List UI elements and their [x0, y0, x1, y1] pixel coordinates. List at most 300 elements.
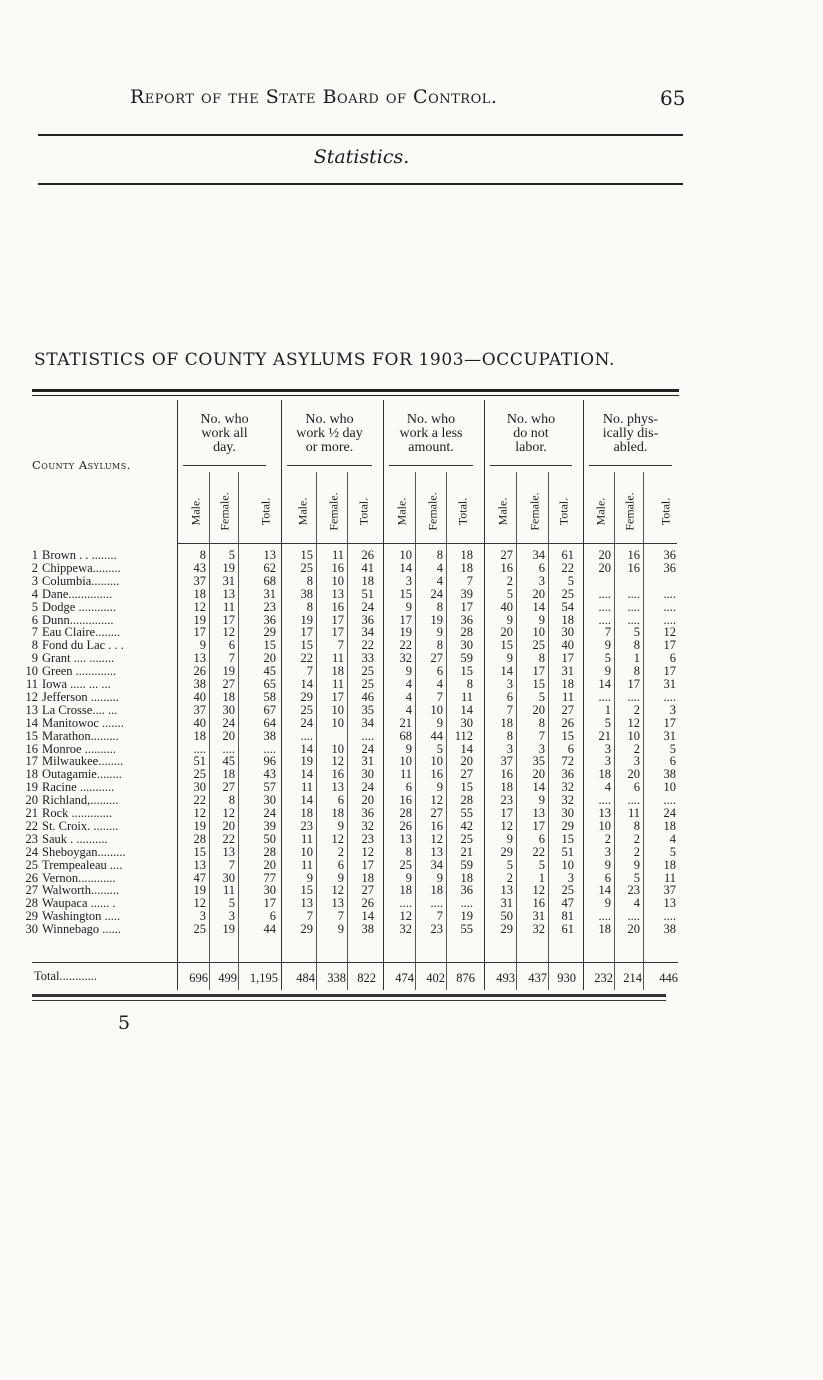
table-cell: 13 — [300, 896, 313, 911]
table-cell: 14 — [300, 767, 313, 782]
group-header-rule — [389, 465, 473, 466]
table-cell: 9 — [436, 715, 443, 730]
table-cell: 12 — [399, 909, 412, 924]
table-cell: 12 — [193, 806, 206, 820]
table-cell: 5 — [669, 844, 676, 859]
table-cell: 23 — [627, 883, 640, 898]
table-cell: 62 — [263, 560, 276, 575]
table-cell: 8 — [199, 548, 206, 562]
table-cell: 17 — [627, 677, 640, 691]
group-header-line: work ½ day — [296, 426, 363, 441]
table-cell: 4 — [436, 573, 443, 588]
table-cell: 31 — [263, 586, 276, 601]
table-cell: 18 — [561, 677, 574, 691]
table-cell: 50 — [263, 831, 276, 846]
table-cell: 32 — [532, 922, 545, 937]
table-cell: 16 — [627, 560, 640, 575]
table-cell: 14 — [300, 677, 313, 691]
table-cell: 9 — [604, 857, 611, 872]
table-cell: 9 — [405, 741, 412, 756]
table-cell: 6 — [228, 638, 235, 653]
county-name: Brown . . ........ — [42, 549, 117, 562]
county-name: Manitowoc ....... — [42, 716, 124, 730]
sub-column-label: Male. — [188, 497, 203, 525]
table-cell: 1 — [538, 870, 545, 885]
table-cell: 3 — [506, 677, 513, 691]
sub-column-label: Total. — [658, 497, 673, 525]
county-name: Grant .... ........ — [42, 652, 115, 666]
table-cell: 4 — [604, 780, 611, 795]
group-header-line: work all — [201, 426, 248, 441]
table-cell: 59 — [460, 857, 473, 872]
table-cell: 13 — [222, 844, 235, 859]
table-cell: 12 — [627, 715, 640, 730]
table-top-rule — [32, 389, 679, 392]
group-header-line: amount. — [408, 440, 454, 455]
table-cell: 12 — [663, 625, 676, 640]
table-cell: 3 — [604, 754, 611, 769]
table-cell: 8 — [436, 599, 443, 614]
header-rule-bottom — [38, 183, 683, 185]
county-name: Richland,......... — [42, 794, 119, 807]
table-cell: 16 — [430, 818, 443, 833]
table-cell: 18 — [598, 922, 611, 937]
table-cell: 20 — [361, 793, 374, 808]
group-header-rule — [183, 465, 266, 466]
group-header-line: No. who — [200, 412, 249, 427]
table-cell: 5 — [669, 741, 676, 756]
row-number: 18 — [25, 768, 38, 782]
table-cell: 36 — [361, 806, 374, 820]
table-cell: 22 — [561, 560, 574, 575]
table-cell: 20 — [532, 586, 545, 601]
table-cell: 1 — [604, 702, 611, 717]
table-cell: 8 — [405, 844, 412, 859]
table-cell: 8 — [228, 793, 235, 808]
table-cell: 20 — [460, 754, 473, 769]
table-cell: 27 — [222, 677, 235, 691]
table-cell: 6 — [436, 664, 443, 679]
table-cell: 8 — [633, 818, 640, 833]
table-cell: 12 — [193, 896, 206, 911]
table-cell: 26 — [561, 715, 574, 730]
table-cell: 40 — [193, 715, 206, 730]
table-cell: 19 — [193, 612, 206, 627]
table-cell: 51 — [561, 844, 574, 859]
table-cell: 19 — [430, 612, 443, 627]
table-row-county — [20, 923, 170, 936]
table-cell: 12 — [331, 754, 344, 769]
table-cell: .... — [663, 793, 676, 808]
sub-column-header — [591, 480, 611, 542]
row-number: 16 — [25, 742, 38, 756]
table-cell: 5 — [567, 573, 574, 588]
total-cell: 214 — [623, 971, 642, 985]
sub-column-header — [354, 480, 374, 542]
table-cell: 30 — [263, 793, 276, 808]
group-header-line: No. who — [506, 412, 556, 427]
table-cell: 5 — [506, 586, 513, 601]
table-cell: 7 — [228, 857, 235, 872]
table-cell: 4 — [669, 831, 676, 846]
table-bottom-rule-thin — [32, 1000, 666, 1001]
table-cell: .... — [399, 896, 412, 911]
sub-column-header — [453, 480, 473, 542]
table-cell: 67 — [263, 702, 276, 717]
table-cell: 7 — [306, 909, 313, 924]
table-row-county — [20, 846, 170, 859]
row-number: 29 — [25, 910, 38, 924]
table-cell: 14 — [598, 883, 611, 898]
table-cell: 34 — [532, 548, 545, 562]
table-cell: 25 — [460, 831, 473, 846]
table-cell: 29 — [300, 922, 313, 937]
table-row-county — [20, 665, 170, 678]
table-cell: 10 — [300, 844, 313, 859]
table-cell: .... — [663, 689, 676, 704]
table-cell: 30 — [222, 870, 235, 885]
table-cell: 42 — [460, 818, 473, 833]
table-cell: 13 — [193, 651, 206, 666]
table-cell: 7 — [466, 573, 473, 588]
table-cell: 18 — [222, 689, 235, 704]
county-name: Monroe .......... — [42, 742, 116, 756]
table-cell: 11 — [399, 767, 412, 782]
table-cell: 20 — [627, 767, 640, 782]
table-cell: 43 — [263, 767, 276, 782]
table-cell: 26 — [399, 818, 412, 833]
table-cell: 3 — [538, 741, 545, 756]
table-cell: 11 — [331, 677, 344, 691]
table-cell: .... — [663, 612, 676, 627]
table-cell: 7 — [436, 909, 443, 924]
table-cell: 31 — [500, 896, 513, 911]
row-number: 4 — [31, 587, 38, 601]
table-row-county — [20, 807, 170, 820]
table-cell: 2 — [337, 844, 344, 859]
table-cell: 36 — [663, 548, 676, 562]
sub-column-header — [423, 480, 443, 542]
table-cell: 20 — [222, 728, 235, 743]
row-number: 10 — [25, 665, 38, 678]
total-cell: 484 — [296, 971, 315, 985]
table-cell: 47 — [193, 870, 206, 885]
table-cell: 24 — [361, 780, 374, 795]
table-cell: 13 — [331, 896, 344, 911]
table-cell: 19 — [300, 612, 313, 627]
table-cell: 20 — [598, 548, 611, 562]
table-cell: 38 — [193, 677, 206, 691]
table-cell: 7 — [228, 651, 235, 666]
table-row-county — [20, 897, 170, 910]
table-cell: 14 — [460, 702, 473, 717]
table-cell: 8 — [436, 548, 443, 562]
sub-column-header — [493, 480, 513, 542]
table-cell: 18 — [193, 586, 206, 601]
table-cell: 10 — [561, 857, 574, 872]
table-cell: 17 — [460, 599, 473, 614]
total-cell: 474 — [395, 971, 414, 985]
table-cell: 16 — [331, 767, 344, 782]
table-cell: 14 — [532, 780, 545, 795]
row-number: 26 — [25, 871, 38, 885]
sub-column-header — [186, 480, 206, 542]
table-cell: 12 — [361, 844, 374, 859]
table-cell: .... — [627, 909, 640, 924]
table-cell: 3 — [604, 741, 611, 756]
sub-column-header — [525, 480, 545, 542]
table-cell: 30 — [460, 715, 473, 730]
sub-column-header — [324, 480, 344, 542]
table-cell: 4 — [436, 560, 443, 575]
table-cell: 20 — [627, 922, 640, 937]
table-cell: .... — [222, 741, 235, 756]
county-name: Iowa ..... ... ... — [42, 678, 111, 691]
table-cell: 6 — [337, 793, 344, 808]
table-cell: 37 — [500, 754, 513, 769]
table-cell: 5 — [506, 857, 513, 872]
table-row-county — [20, 859, 170, 872]
sub-column-label: Total. — [455, 497, 470, 525]
table-cell: 18 — [222, 767, 235, 782]
table-cell: .... — [663, 586, 676, 601]
table-cell: 6 — [538, 560, 545, 575]
table-cell: 96 — [263, 754, 276, 769]
table-cell: 51 — [193, 754, 206, 769]
table-cell: 30 — [460, 638, 473, 653]
table-cell: .... — [361, 728, 374, 743]
table-cell: 25 — [193, 922, 206, 937]
table-cell: 34 — [361, 625, 374, 640]
table-cell: 35 — [361, 702, 374, 717]
table-cell: 45 — [263, 664, 276, 679]
table-cell: 21 — [399, 715, 412, 730]
row-number: 19 — [25, 781, 38, 795]
table-cell: 19 — [300, 754, 313, 769]
table-cell: 27 — [430, 806, 443, 820]
table-cell: 5 — [538, 857, 545, 872]
table-cell: 32 — [561, 793, 574, 808]
table-cell: 12 — [430, 831, 443, 846]
table-cell: 24 — [222, 715, 235, 730]
group-divider — [281, 400, 282, 990]
table-cell: 31 — [663, 677, 676, 691]
table-cell: 20 — [222, 818, 235, 833]
table-cell: 17 — [663, 638, 676, 653]
total-cell: 930 — [557, 971, 576, 985]
table-cell: 19 — [222, 922, 235, 937]
column-divider — [643, 472, 644, 990]
table-cell: 16 — [627, 548, 640, 562]
table-cell: 3 — [405, 573, 412, 588]
table-row-county — [20, 743, 170, 756]
table-cell: 15 — [300, 548, 313, 562]
table-cell: 65 — [263, 677, 276, 691]
table-cell: 3 — [199, 909, 206, 924]
row-number: 24 — [25, 845, 38, 859]
table-cell: 9 — [604, 638, 611, 653]
table-cell: 22 — [361, 638, 374, 653]
table-cell: 5 — [228, 896, 235, 911]
table-cell: 45 — [222, 754, 235, 769]
table-cell: 11 — [300, 857, 313, 872]
table-cell: 24 — [361, 741, 374, 756]
table-row-county — [20, 588, 170, 601]
table-cell: 25 — [193, 767, 206, 782]
table-cell: 28 — [263, 844, 276, 859]
column-divider — [238, 472, 239, 990]
table-cell: 11 — [561, 689, 574, 704]
table-cell: 112 — [454, 728, 473, 743]
table-cell: 28 — [460, 793, 473, 808]
table-cell: 11 — [222, 599, 235, 614]
table-cell: 10 — [627, 728, 640, 743]
table-row-county — [20, 755, 170, 768]
table-cell: 17 — [222, 612, 235, 627]
sub-column-header — [215, 480, 235, 542]
table-cell: 19 — [222, 560, 235, 575]
table-cell: 30 — [263, 883, 276, 898]
table-cell: 38 — [663, 767, 676, 782]
table-cell: 1 — [633, 651, 640, 666]
county-name: Columbia......... — [42, 574, 120, 588]
table-cell: 27 — [430, 651, 443, 666]
table-cell: 43 — [193, 560, 206, 575]
table-cell: 59 — [460, 651, 473, 666]
sub-column-header — [656, 480, 676, 542]
table-cell: 38 — [663, 922, 676, 937]
table-cell: 19 — [460, 909, 473, 924]
table-cell: 10 — [532, 625, 545, 640]
table-cell: 14 — [598, 677, 611, 691]
table-cell: .... — [627, 599, 640, 614]
table-row-county — [20, 872, 170, 885]
table-cell: 4 — [633, 896, 640, 911]
county-name: Sauk . .......... — [42, 832, 108, 846]
table-row-county — [20, 562, 170, 575]
sub-column-label: Female. — [527, 491, 542, 531]
table-cell: 9 — [405, 599, 412, 614]
table-cell: 14 — [300, 741, 313, 756]
table-cell: 7 — [506, 702, 513, 717]
table-cell: 72 — [561, 754, 574, 769]
table-cell: 61 — [561, 548, 574, 562]
group-header-line: No. who — [305, 412, 354, 427]
total-cell: 446 — [659, 971, 678, 985]
table-cell: 2 — [506, 573, 513, 588]
county-name: Outagamie........ — [42, 768, 122, 782]
table-cell: 20 — [500, 625, 513, 640]
table-cell: 31 — [361, 754, 374, 769]
table-row-county — [20, 614, 170, 627]
table-cell: 13 — [500, 883, 513, 898]
total-cell: 696 — [189, 971, 208, 985]
total-rule — [32, 962, 678, 963]
table-cell: .... — [598, 793, 611, 808]
table-cell: 12 — [430, 793, 443, 808]
table-cell: 30 — [222, 702, 235, 717]
table-cell: 18 — [300, 806, 313, 820]
row-number: 6 — [31, 613, 38, 627]
table-cell: 58 — [263, 689, 276, 704]
table-cell: 5 — [633, 625, 640, 640]
table-cell: 27 — [222, 780, 235, 795]
table-cell: 21 — [598, 728, 611, 743]
county-name: Green ............. — [42, 665, 117, 678]
table-cell: 11 — [300, 831, 313, 846]
total-cell: 437 — [528, 971, 547, 985]
table-cell: 28 — [460, 625, 473, 640]
table-cell: 36 — [460, 612, 473, 627]
table-cell: 68 — [263, 573, 276, 588]
table-cell: 36 — [361, 612, 374, 627]
table-cell: 14 — [300, 793, 313, 808]
county-name: Dodge ............ — [42, 600, 116, 614]
table-title: STATISTICS OF COUNTY ASYLUMS FOR 1903—OCCUPATION. — [34, 350, 616, 370]
table-cell: 8 — [466, 677, 473, 691]
group-header-line: abled. — [613, 440, 648, 455]
county-name: Walworth......... — [42, 884, 120, 898]
table-cell: 20 — [263, 651, 276, 666]
table-cell: 17 — [331, 612, 344, 627]
table-cell: 8 — [436, 638, 443, 653]
table-cell: 44 — [430, 728, 443, 743]
table-cell: 9 — [405, 870, 412, 885]
table-cell: 11 — [331, 548, 344, 562]
table-cell: 15 — [193, 844, 206, 859]
group-header-line: do not — [513, 426, 549, 441]
sub-column-label: Total. — [356, 497, 371, 525]
group-header-rule — [287, 465, 372, 466]
table-cell: 7 — [436, 689, 443, 704]
row-number: 2 — [31, 561, 38, 575]
table-cell: 15 — [500, 638, 513, 653]
table-cell: 18 — [598, 767, 611, 782]
table-cell: 20 — [532, 767, 545, 782]
row-number: 13 — [25, 703, 38, 717]
county-name: Chippewa......... — [42, 561, 121, 575]
table-row-county — [20, 626, 170, 639]
table-cell: 9 — [506, 612, 513, 627]
table-cell: 10 — [331, 573, 344, 588]
table-cell: 9 — [506, 831, 513, 846]
table-cell: 22 — [222, 831, 235, 846]
table-cell: .... — [460, 896, 473, 911]
running-header — [130, 86, 590, 108]
table-cell: 28 — [193, 831, 206, 846]
group-header-rule — [589, 465, 672, 466]
table-cell: 18 — [663, 818, 676, 833]
sub-column-label: Male. — [495, 497, 510, 525]
table-cell: 35 — [532, 754, 545, 769]
table-cell: 9 — [436, 870, 443, 885]
table-row-county — [20, 601, 170, 614]
table-cell: 51 — [361, 586, 374, 601]
table-cell: 55 — [460, 806, 473, 820]
table-cell: 11 — [663, 870, 676, 885]
table-cell: 19 — [193, 818, 206, 833]
table-cell: 15 — [300, 638, 313, 653]
table-row-county — [20, 884, 170, 897]
table-cell: 5 — [436, 741, 443, 756]
total-cell: 338 — [327, 971, 346, 985]
table-cell: 29 — [500, 844, 513, 859]
table-cell: 31 — [561, 664, 574, 679]
county-name: Marathon......... — [42, 729, 119, 743]
table-cell: 34 — [430, 857, 443, 872]
table-cell: 11 — [300, 780, 313, 795]
table-cell: 37 — [663, 883, 676, 898]
